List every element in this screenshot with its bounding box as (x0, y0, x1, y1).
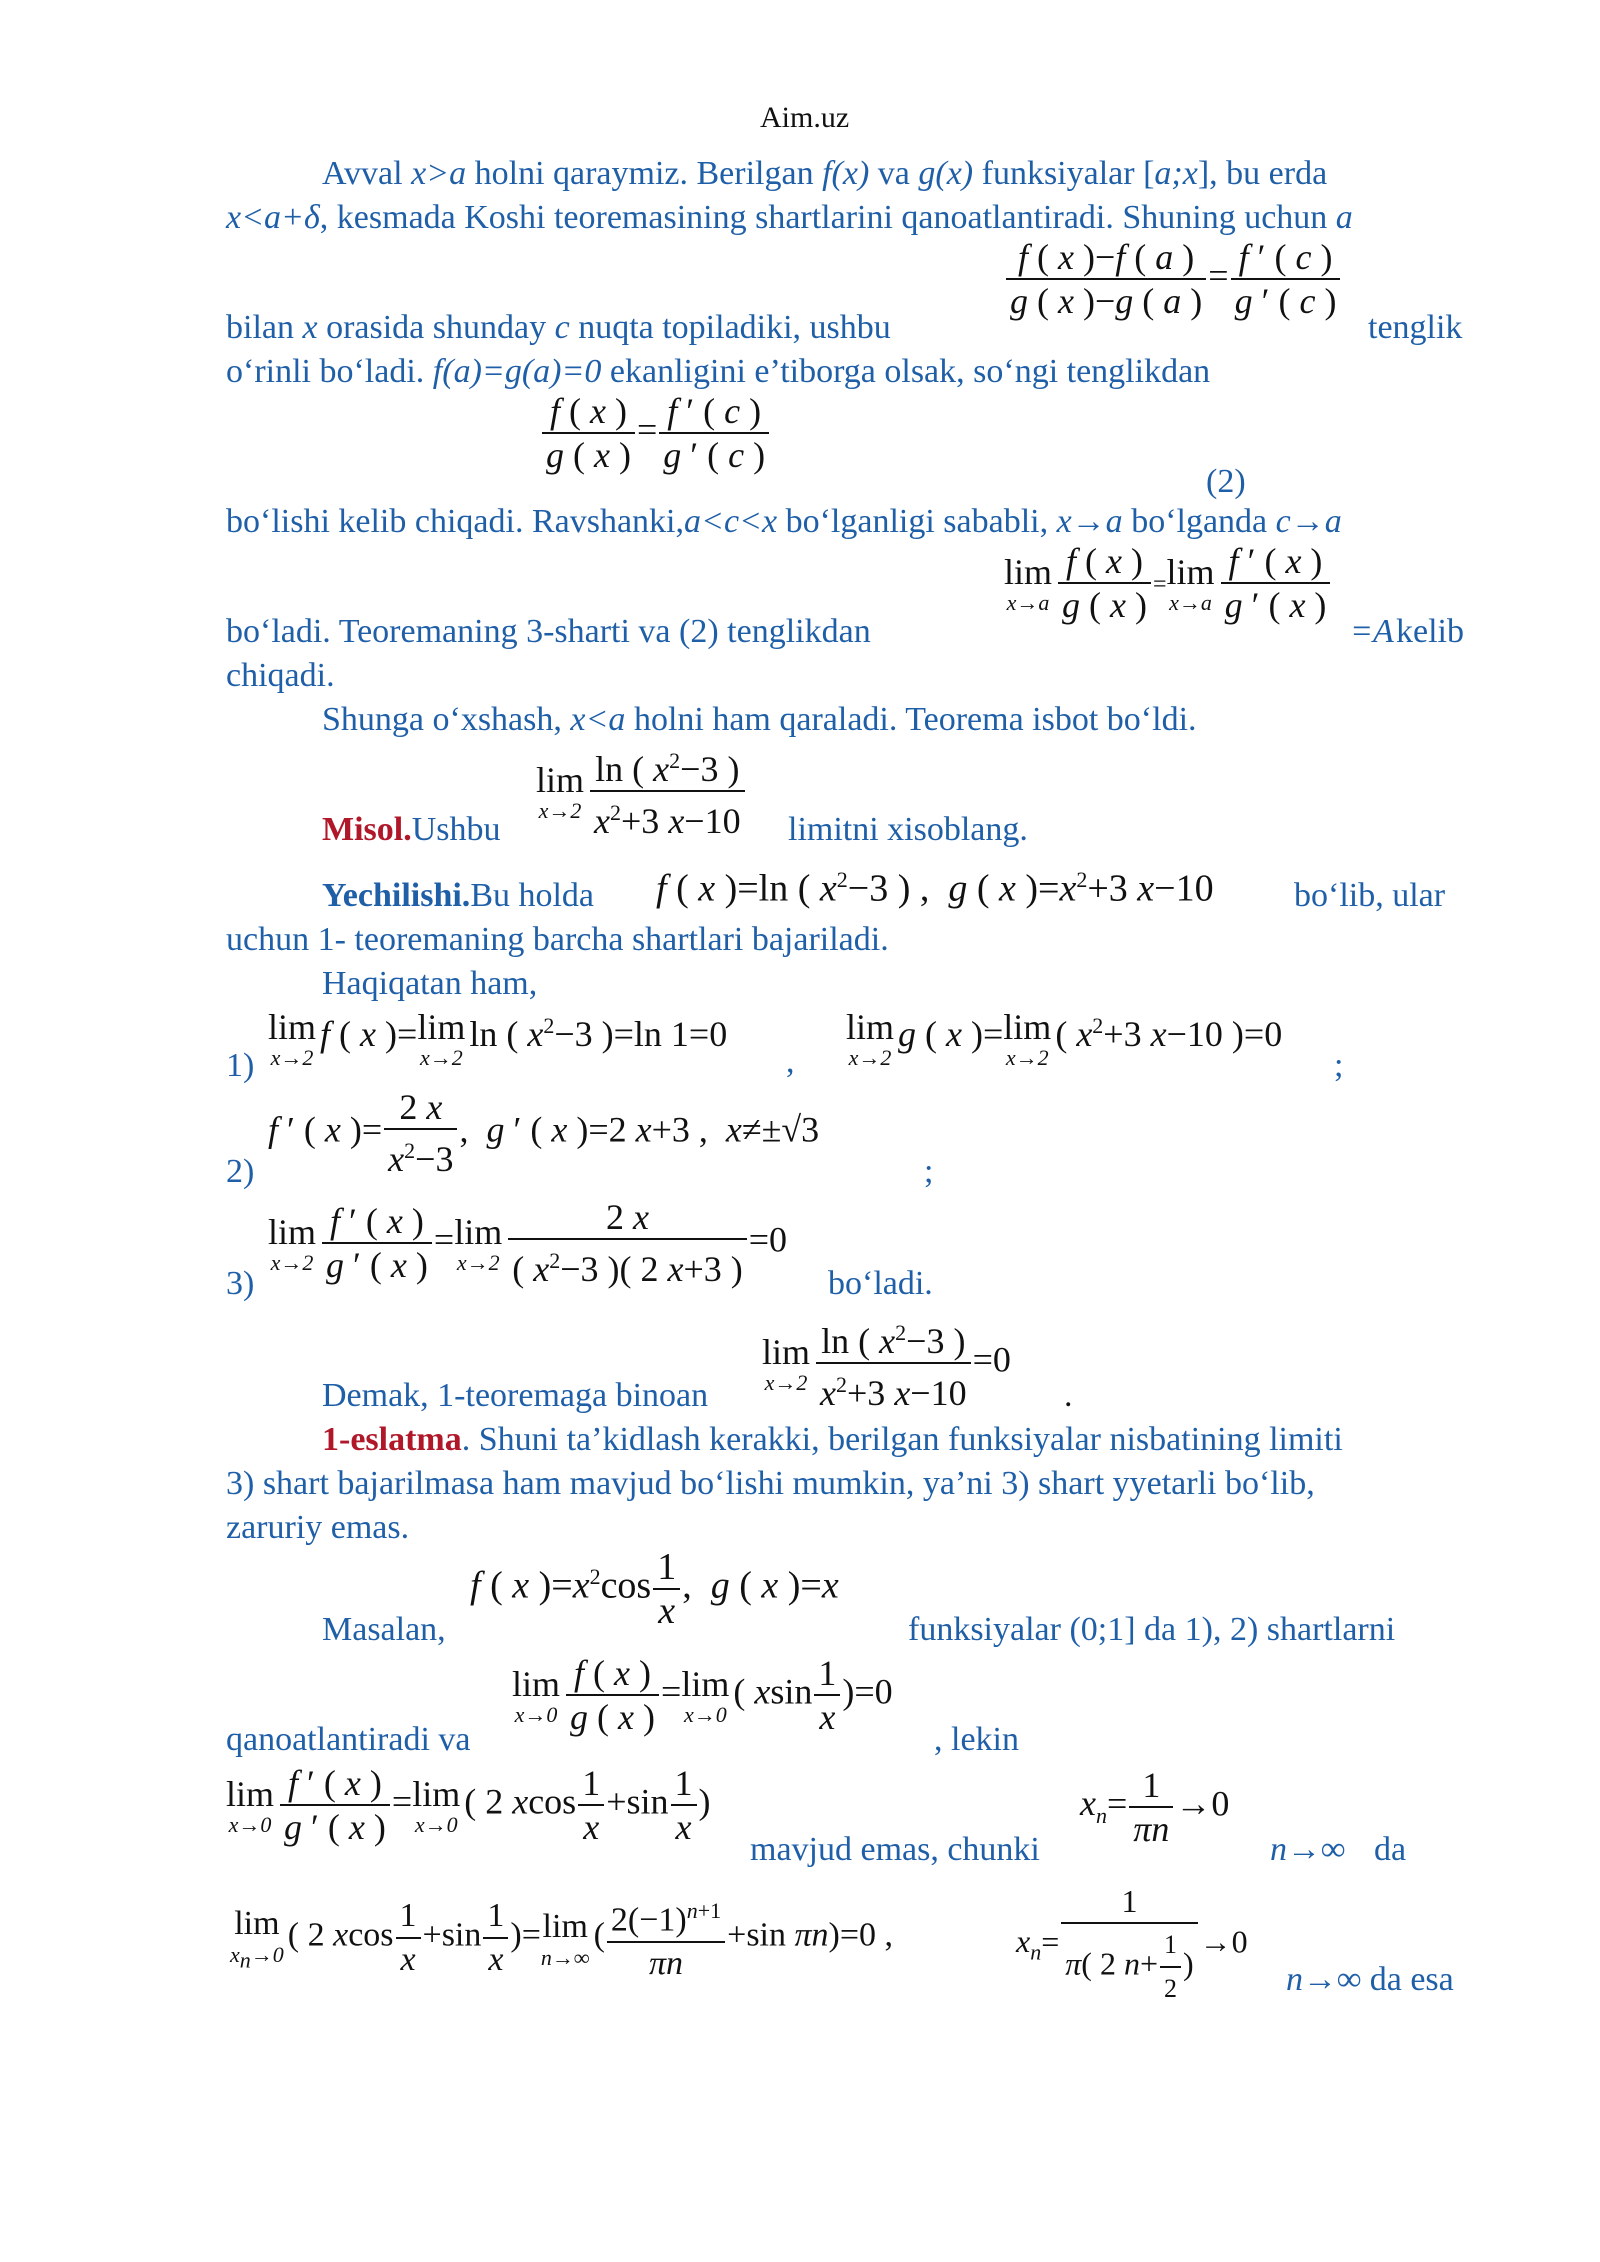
misol-label: Misol. (322, 811, 412, 848)
page-header: Aim.uz (760, 101, 850, 134)
masalan-text-a: funksiyalar (0;1] da 1), 2) shartlarni (908, 1611, 1396, 1648)
yechilishi-label: Yechilishi. (322, 877, 471, 914)
paragraph-2-line-1: bo‘lishi kelib chiqadi. Ravshanki,a<c<x bo‘lganligi sababli, x→a bo‘lganda c→a (226, 503, 1342, 540)
paragraph-1-line-3: bilan x orasida shunday c nuqta topiladiki, ushbu (226, 309, 891, 346)
masalan-functions: f ( x )$=x^2\cos$ $\frac{1}{x}$ , g ( x )=x (470, 1546, 839, 1632)
paragraph-2-eqA: =A (1350, 613, 1394, 650)
sequence-limit-1: lim $x_n\to 0$ ( 2 xcos $\frac{1}{x}$ +sin $\frac{1}{x}$ )= lim n→∞ ( $\frac{2(-1)^{n+1}}{\pi n}$ +sin πn)=0 , (230, 1890, 893, 1985)
yechilishi-functions: f ( x )=ln ( $x^2-3$ ) , g ( x )$=x^2+3$ x−10 (656, 867, 1214, 910)
item-1-g-limit: lim x→2 g ( x )= lim x→2 ( $x^2+3$ x−10 )=0 (846, 1006, 1283, 1070)
item-2-semicolon: ; (924, 1153, 934, 1190)
masalan-line-3-c: da (1374, 1831, 1407, 1868)
demak-limit: lim x→2 $\frac{\ln ( x^2-3 )}{x^2+3 x-10}$ =0 (762, 1312, 1011, 1414)
misol-text-end: limitni xisoblang. (788, 811, 1028, 848)
sequence-xn-1: $x_n=$ $\frac{1}{\pi n}$ →0 (1080, 1765, 1230, 1849)
demak-text: Demak, 1-teoremaga binoan (322, 1377, 709, 1414)
item-3-limit: lim x→2 $\frac{f ' ( x )}{g ' ( x )}$ = lim x→2 $\frac{2 x}{( x^2-3 )( 2 x+3 )}$ =0 (268, 1197, 788, 1289)
item-1-f-limit: lim x→2 f ( x )= lim x→2 ln ( $x^2-3$ )=ln 1=0 (268, 1006, 728, 1070)
eslatma-line-3: zaruriy emas. (226, 1509, 410, 1546)
demak-dot: . (1064, 1377, 1073, 1414)
paragraph-1-line-1: Avval x>a holni qaraymiz. Berilgan f(x) va g(x) funksiyalar [a;x], bu erda (322, 155, 1328, 192)
paragraph-1-line-4: o‘rinli bo‘ladi. f(a)=g(a)=0 ekanligini e’tiborga olsak, so‘ngi tenglikdan (226, 353, 1211, 390)
equation-2: $\frac{f ( x )}{g ( x )}$ = $\frac{f ' ( c )}{g ' ( c )}$ (540, 390, 771, 476)
eslatma-line-1: 1-eslatma. Shuni ta’kidlash kerakki, berilgan funksiyalar nisbatining limiti (322, 1421, 1343, 1458)
paragraph-2-line-2: bo‘ladi. Teoremaning 3-sharti va (2) tenglikdan (226, 613, 871, 650)
item-2-number: 2) (226, 1153, 255, 1190)
masalan-label: Masalan, (322, 1611, 446, 1648)
item-2-derivatives: f ′ ( x )= $\frac{2 x}{x^2-3}$ , g ′ ( x )=2 x+3 , x≠±√3 (268, 1087, 820, 1179)
masalan-line-2-b: , lekin (934, 1721, 1019, 1758)
yechilishi-line-2: uchun 1- teoremaning barcha shartlari bajariladi. (226, 921, 889, 958)
masalan-line-4: n→∞ da esa (1286, 1961, 1454, 1998)
yechilishi-line-3: Haqiqatan ham, (322, 965, 538, 1002)
equation-2-label: (2) (1206, 463, 1246, 500)
paragraph-2-line-3: chiqadi. (226, 657, 335, 694)
masalan-line-3-b: n→∞ (1270, 1831, 1346, 1868)
misol-line: Misol.Ushbu (322, 811, 501, 848)
yechilishi-line-1: Yechilishi.Bu holda (322, 877, 595, 914)
item-1-comma: , (786, 1043, 795, 1080)
paragraph-1-tenglik: tenglik (1368, 309, 1463, 346)
yechilishi-boilib: bo‘lib, ular (1294, 877, 1446, 914)
paragraph-1-line-2: x<a+δ, kesmada Koshi teoremasining shartlarini qanoatlantiradi. Shuning uchun a (226, 199, 1353, 236)
misol-limit: lim x→2 $\frac{\ln ( x^2-3 )}{x^2+3 x-10}$ (536, 740, 747, 842)
masalan-line-3-a: mavjud emas, chunki (750, 1831, 1040, 1868)
eslatma-line-2: 3) shart bajarilmasa ham mavjud bo‘lishi mumkin, ya’ni 3) shart yyetarli bo‘lib, (226, 1465, 1315, 1502)
cauchy-ratio-equation: $\frac{f ( x )-f ( a )}{g ( x )-g ( a )}$ = $\frac{f ' ( c )}{g ' ( c )}$ (1004, 236, 1342, 322)
masalan-derivative-limit: lim x→0 $\frac{f ' ( x )}{g ' ( x )}$ = lim x→0 ( 2 xcos $\frac{1}{x}$ +sin $\frac{1}{x}$ ) (226, 1763, 711, 1847)
paragraph-2-line-4: Shunga o‘xshash, x<a holni ham qaraladi. Teorema isbot bo‘ldi. (322, 701, 1197, 738)
eslatma-label: 1-eslatma (322, 1421, 462, 1458)
item-1-number: 1) (226, 1047, 255, 1084)
sequence-xn-2: $x_n=$ 1 π( 2 n+ $\frac{1}{2}$ ) →0 (1016, 1880, 1248, 2010)
paragraph-2-kelib: kelib (1396, 613, 1464, 650)
limit-ratio-equation: lim x→a $\frac{f ( x )}{g ( x )}$ = lim x→a $\frac{f ' ( x )}{g ' ( x )}$ (1004, 540, 1332, 626)
item-3-number: 3) (226, 1265, 255, 1302)
masalan-line-2-a: qanoatlantiradi va (226, 1721, 471, 1758)
item-1-semicolon: ; (1334, 1047, 1344, 1084)
masalan-ratio-limit: lim x→0 $\frac{f ( x )}{g ( x )}$ = lim x→0 ( xsin $\frac{1}{x}$ )=0 (512, 1653, 893, 1737)
item-3-boladi: bo‘ladi. (828, 1265, 933, 1302)
